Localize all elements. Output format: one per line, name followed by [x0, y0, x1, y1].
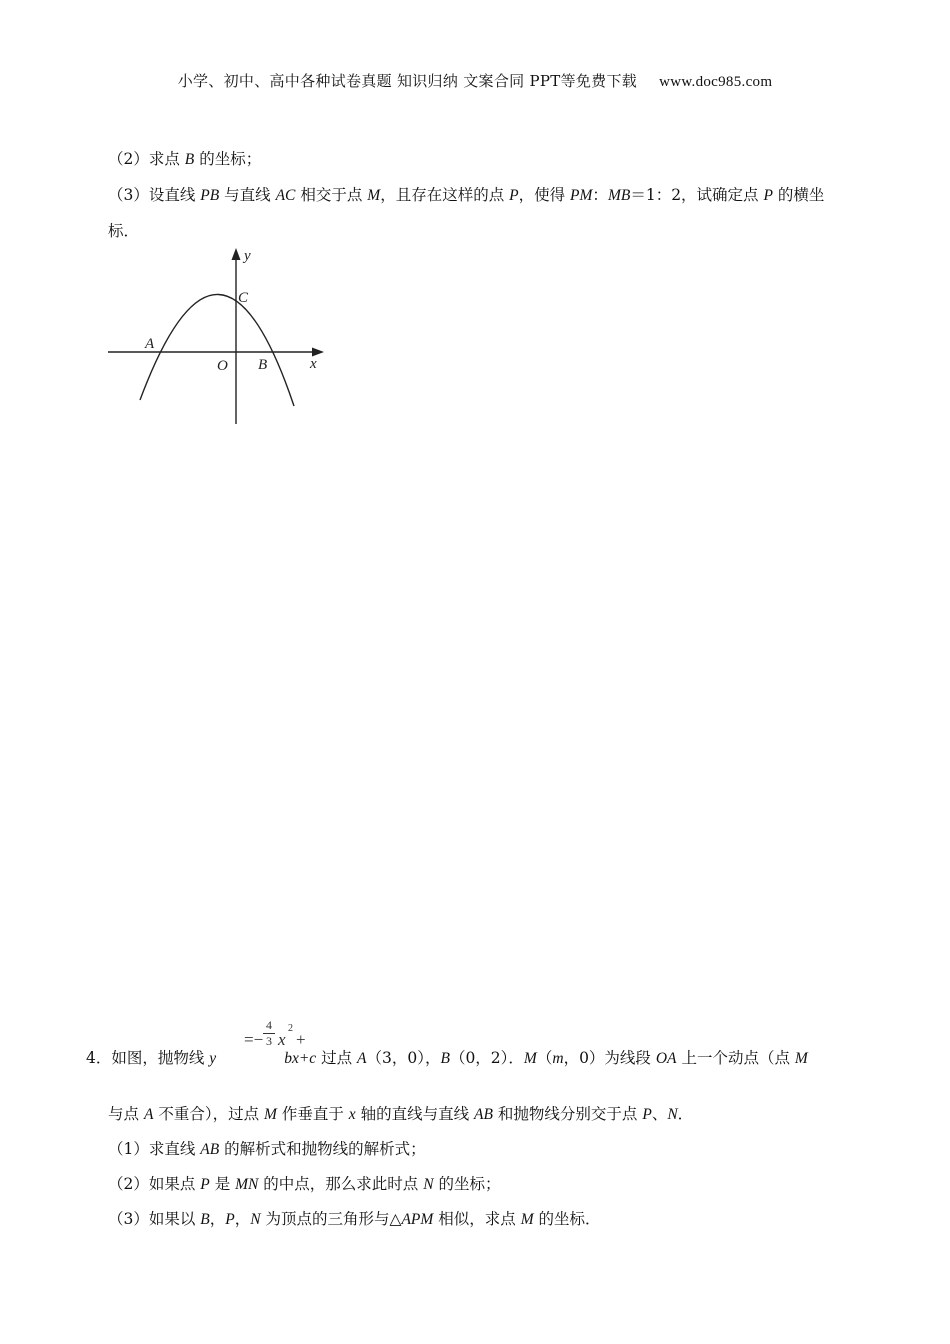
origin-label: O [217, 358, 228, 374]
point-c-label: C [238, 290, 249, 306]
fraction: 4 3 [263, 1019, 275, 1048]
y-axis-label: y [244, 248, 251, 264]
y-axis-arrow [232, 248, 241, 260]
q4-line1: 4．如图，抛物线 y bx+c 过点 A（3，0），B（0，2）．M（m，0）为线段 OA 上一个动点（点 M [86, 1049, 808, 1067]
q4-line2: 与点 A 不重合），过点 M 作垂直于 x 轴的直线与直线 AB 和抛物线分别交于点 P、N． [108, 1105, 694, 1123]
point-b-label: B [258, 357, 268, 373]
header-site: www.doc985.com [659, 74, 773, 90]
parabola-graph [104, 244, 334, 428]
q3-part3-continued: 标． [108, 222, 140, 240]
parabola-formula: =− 4 3 x 2 + [244, 1018, 306, 1049]
q4-part1: （1）求直线 AB 的解析式和抛物线的解析式； [108, 1140, 426, 1158]
header-text: 小学、初中、高中各种试卷真题 知识归纳 文案合同 PPT等免费下载 [177, 72, 638, 90]
q3-part2: （2）求点 B 的坐标； [108, 150, 262, 168]
q4-part2: （2）如果点 P 是 MN 的中点，那么求此时点 N 的坐标； [108, 1175, 501, 1193]
q3-part3: （3）设直线 PB 与直线 AC 相交于点 M，且存在这样的点 P，使得 PM：MB＝1：2，试确定点 P 的横坐 [108, 186, 825, 204]
parabola-curve [140, 294, 294, 406]
page-header [0, 70, 950, 91]
q4-part3: （3）如果以 B，P，N 为顶点的三角形与△APM 相似，求点 M 的坐标． [108, 1210, 601, 1228]
point-a-label: A [145, 336, 155, 352]
x-axis-label: x [310, 356, 317, 372]
